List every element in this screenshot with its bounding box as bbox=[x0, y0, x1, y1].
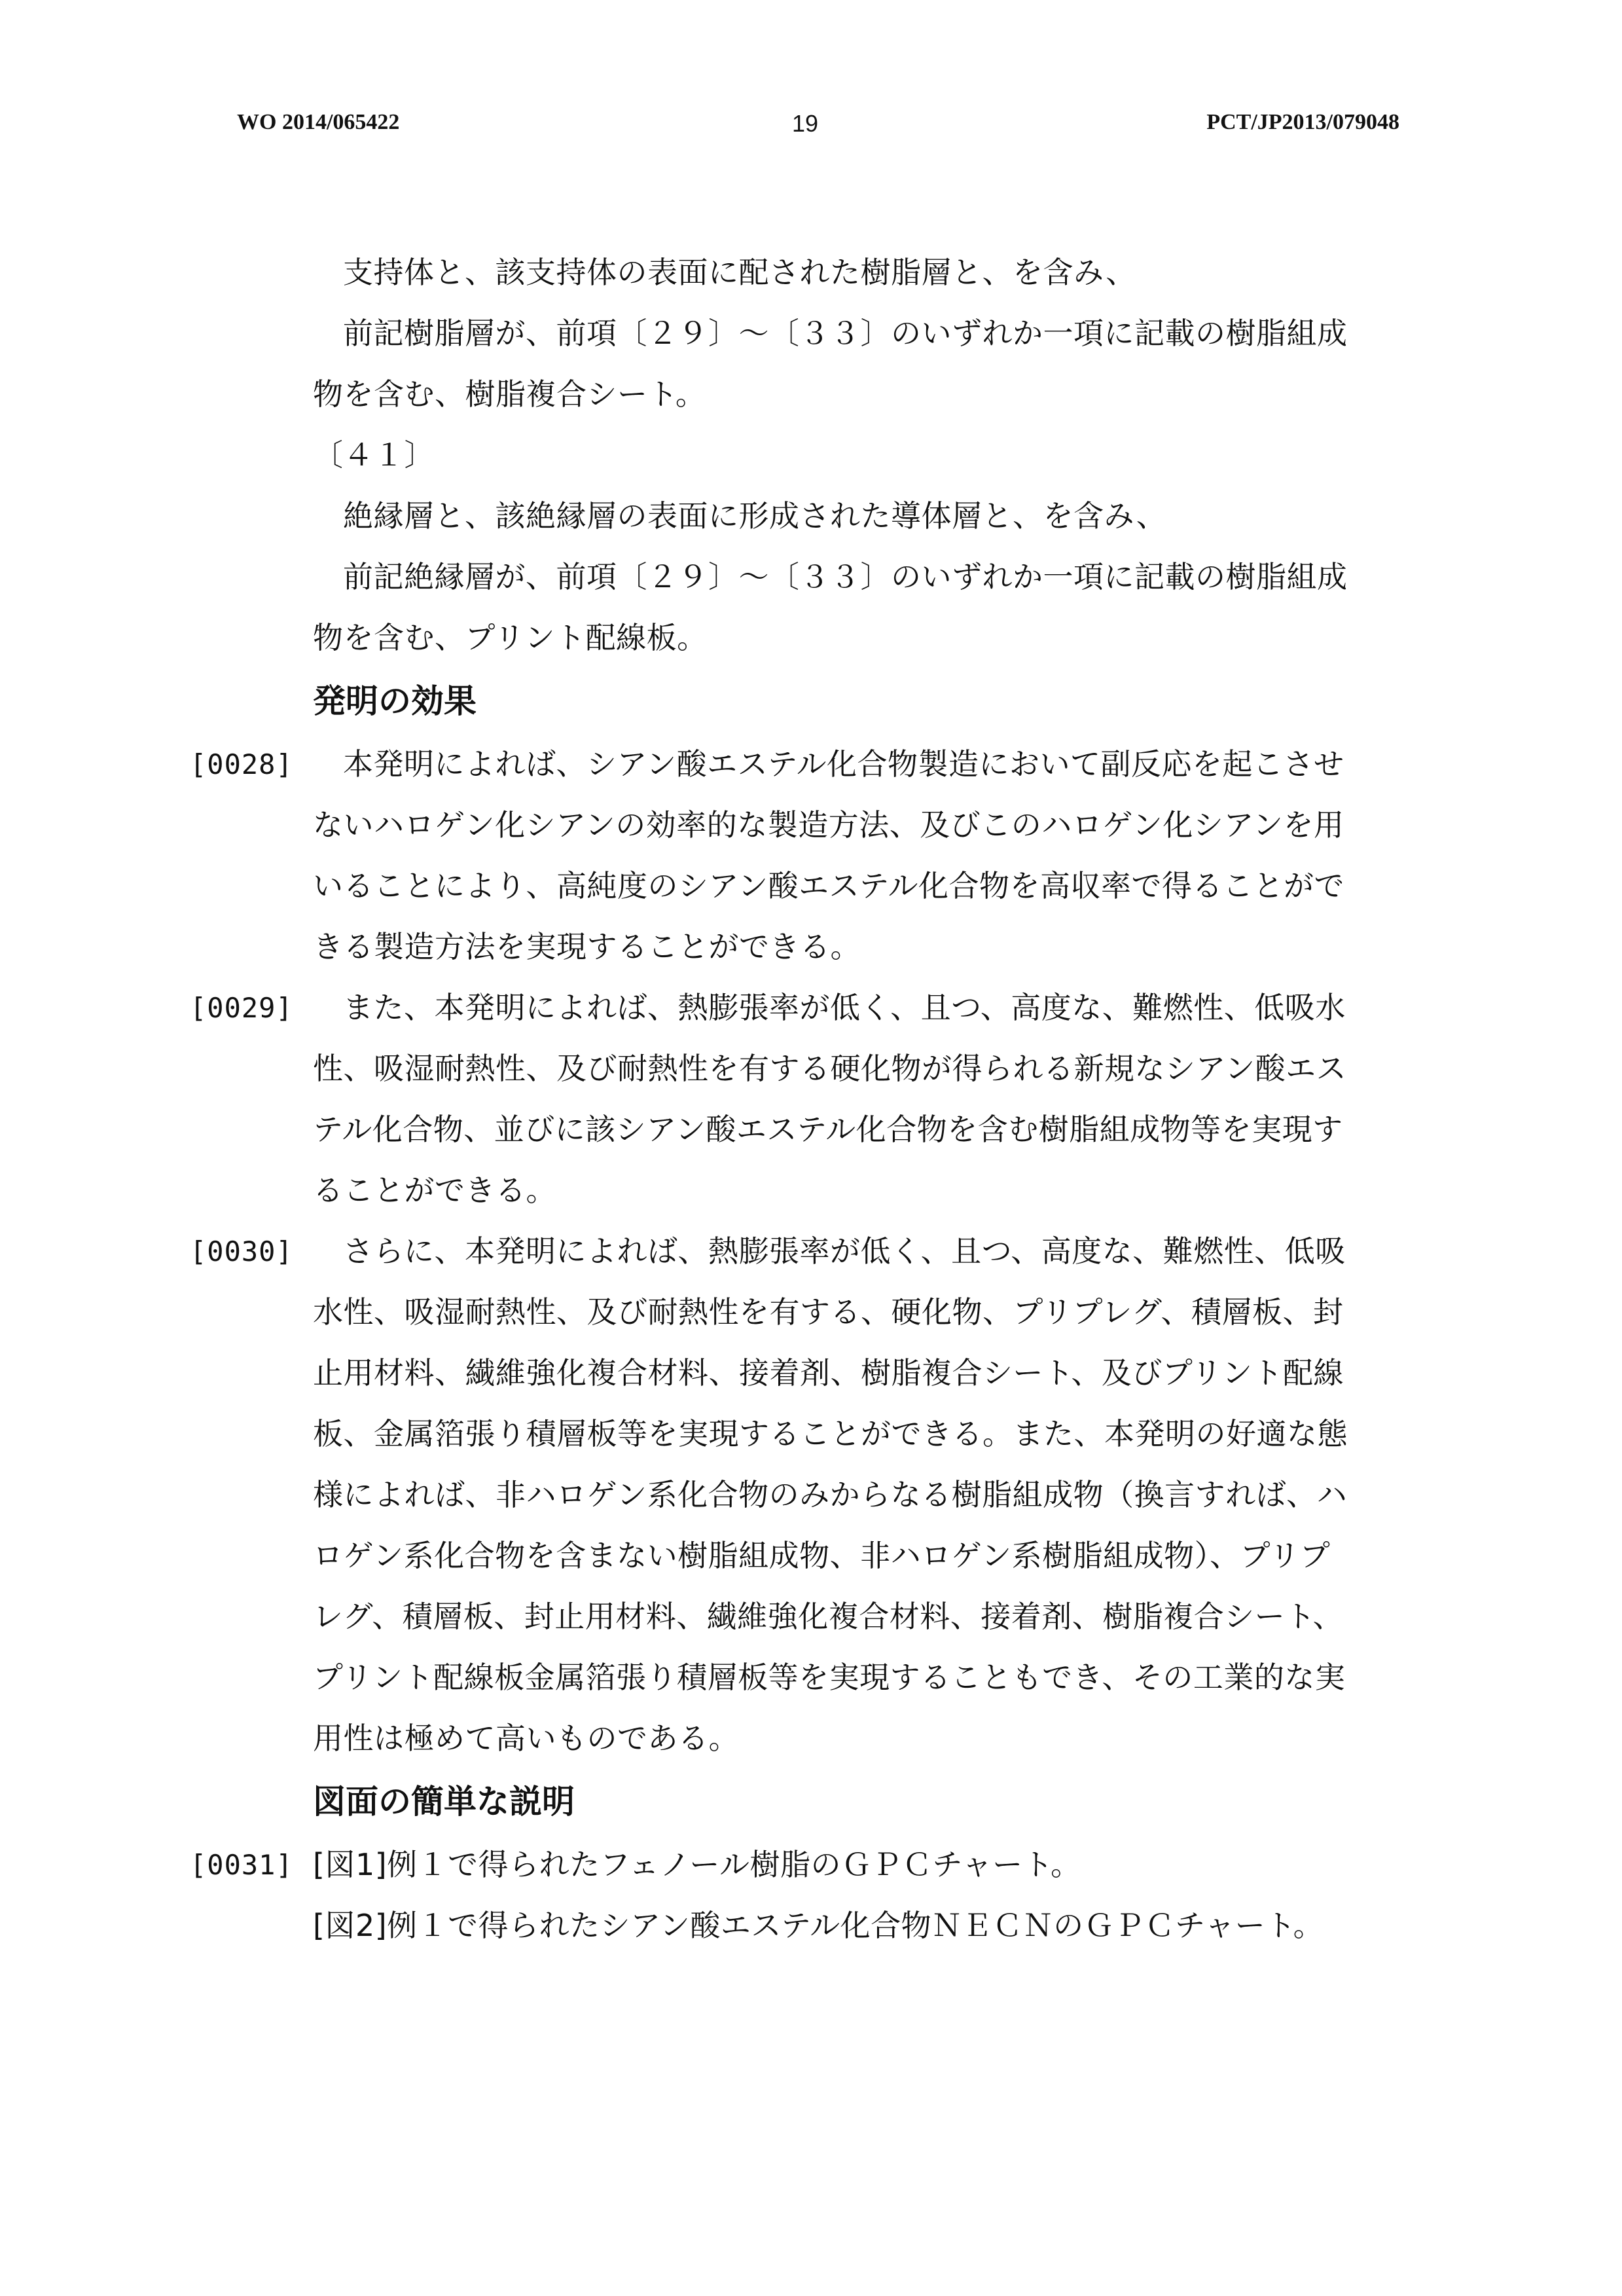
body-line: 支持体と、該支持体の表面に配された樹脂層と、を含み、 bbox=[343, 255, 1136, 290]
paragraph-line: また、本発明によれば、熱膨張率が低く、且つ、高度な、難燃性、低吸水 bbox=[343, 990, 1346, 1025]
page-number: 19 bbox=[792, 110, 819, 137]
paragraph-line: ロゲン系化合物を含まない樹脂組成物、非ハロゲン系樹脂組成物）、プリプ bbox=[313, 1538, 1331, 1573]
page-header bbox=[0, 110, 1622, 149]
figure-caption-line: [図1]例１で得られたフェノール樹脂のＧＰＣチャート。 bbox=[313, 1847, 1081, 1882]
paragraph-line: 様によれば、非ハロゲン系化合物のみからなる樹脂組成物（換言すれば、ハ bbox=[313, 1477, 1348, 1512]
paragraph-line: さらに、本発明によれば、熱膨張率が低く、且つ、高度な、難燃性、低吸 bbox=[343, 1233, 1346, 1269]
paragraph-line: 止用材料、繊維強化複合材料、接着剤、樹脂複合シート、及びプリント配線 bbox=[313, 1355, 1344, 1391]
paragraph-line: 板、金属箔張り積層板等を実現することができる。また、本発明の好適な態 bbox=[313, 1416, 1348, 1451]
paragraph-number: [0031] bbox=[190, 1849, 293, 1881]
paragraph-line: テル化合物、並びに該シアン酸エステル化合物を含む樹脂組成物等を実現す bbox=[313, 1112, 1343, 1147]
paragraph-number: [0029] bbox=[190, 992, 293, 1024]
paragraph-number: [0030] bbox=[190, 1235, 293, 1267]
item-label: 〔４１〕 bbox=[313, 437, 435, 473]
body-line: 前記樹脂層が、前項〔２９〕～〔３３〕のいずれか一項に記載の樹脂組成 bbox=[343, 316, 1348, 351]
figure-caption-line: [図2]例１で得られたシアン酸エステル化合物ＮＥＣＮのＧＰＣチャート。 bbox=[313, 1908, 1324, 1943]
paragraph-number: [0028] bbox=[190, 748, 293, 780]
paragraph-line: 性、吸湿耐熱性、及び耐熱性を有する硬化物が得られる新規なシアン酸エス bbox=[313, 1051, 1347, 1086]
paragraph-line: ないハロゲン化シアンの効率的な製造方法、及びこのハロゲン化シアンを用 bbox=[313, 807, 1344, 843]
paragraph-line: 用性は極めて高いものである。 bbox=[313, 1721, 739, 1756]
body-line: 前記絶縁層が、前項〔２９〕～〔３３〕のいずれか一項に記載の樹脂組成 bbox=[343, 559, 1348, 594]
paragraph-0028 bbox=[190, 734, 1439, 977]
paragraph-0031 bbox=[190, 1834, 1439, 1956]
body-line: 絶縁層と、該絶縁層の表面に形成された導体層と、を含み、 bbox=[343, 498, 1167, 534]
paragraph-line: 本発明によれば、シアン酸エステル化合物製造において副反応を起こさせ bbox=[343, 746, 1344, 782]
section-heading-drawings: 図面の簡単な説明 bbox=[313, 1783, 575, 1821]
paragraph-line: ることができる。 bbox=[313, 1173, 556, 1208]
paragraph-line: レグ、積層板、封止用材料、繊維強化複合材料、接着剤、樹脂複合シート、 bbox=[313, 1599, 1344, 1634]
application-number: PCT/JP2013/079048 bbox=[1206, 110, 1399, 134]
paragraph-line: プリント配線板金属箔張り積層板等を実現することもでき、その工業的な実 bbox=[313, 1660, 1346, 1695]
paragraph-line: きる製造方法を実現することができる。 bbox=[313, 929, 861, 964]
paragraph-0029 bbox=[190, 977, 1439, 1221]
publication-number: WO 2014/065422 bbox=[237, 110, 400, 134]
document-body bbox=[190, 242, 1439, 1956]
paragraph-line: いることにより、高純度のシアン酸エステル化合物を高収率で得ることがで bbox=[313, 868, 1344, 903]
paragraph-line: 水性、吸湿耐熱性、及び耐熱性を有する、硬化物、プリプレグ、積層板、封 bbox=[313, 1294, 1344, 1330]
section-heading-effects: 発明の効果 bbox=[313, 682, 477, 720]
body-line: 物を含む、プリント配線板。 bbox=[313, 620, 708, 655]
body-line: 物を含む、樹脂複合シート。 bbox=[313, 376, 706, 412]
paragraph-0030 bbox=[190, 1221, 1439, 1769]
